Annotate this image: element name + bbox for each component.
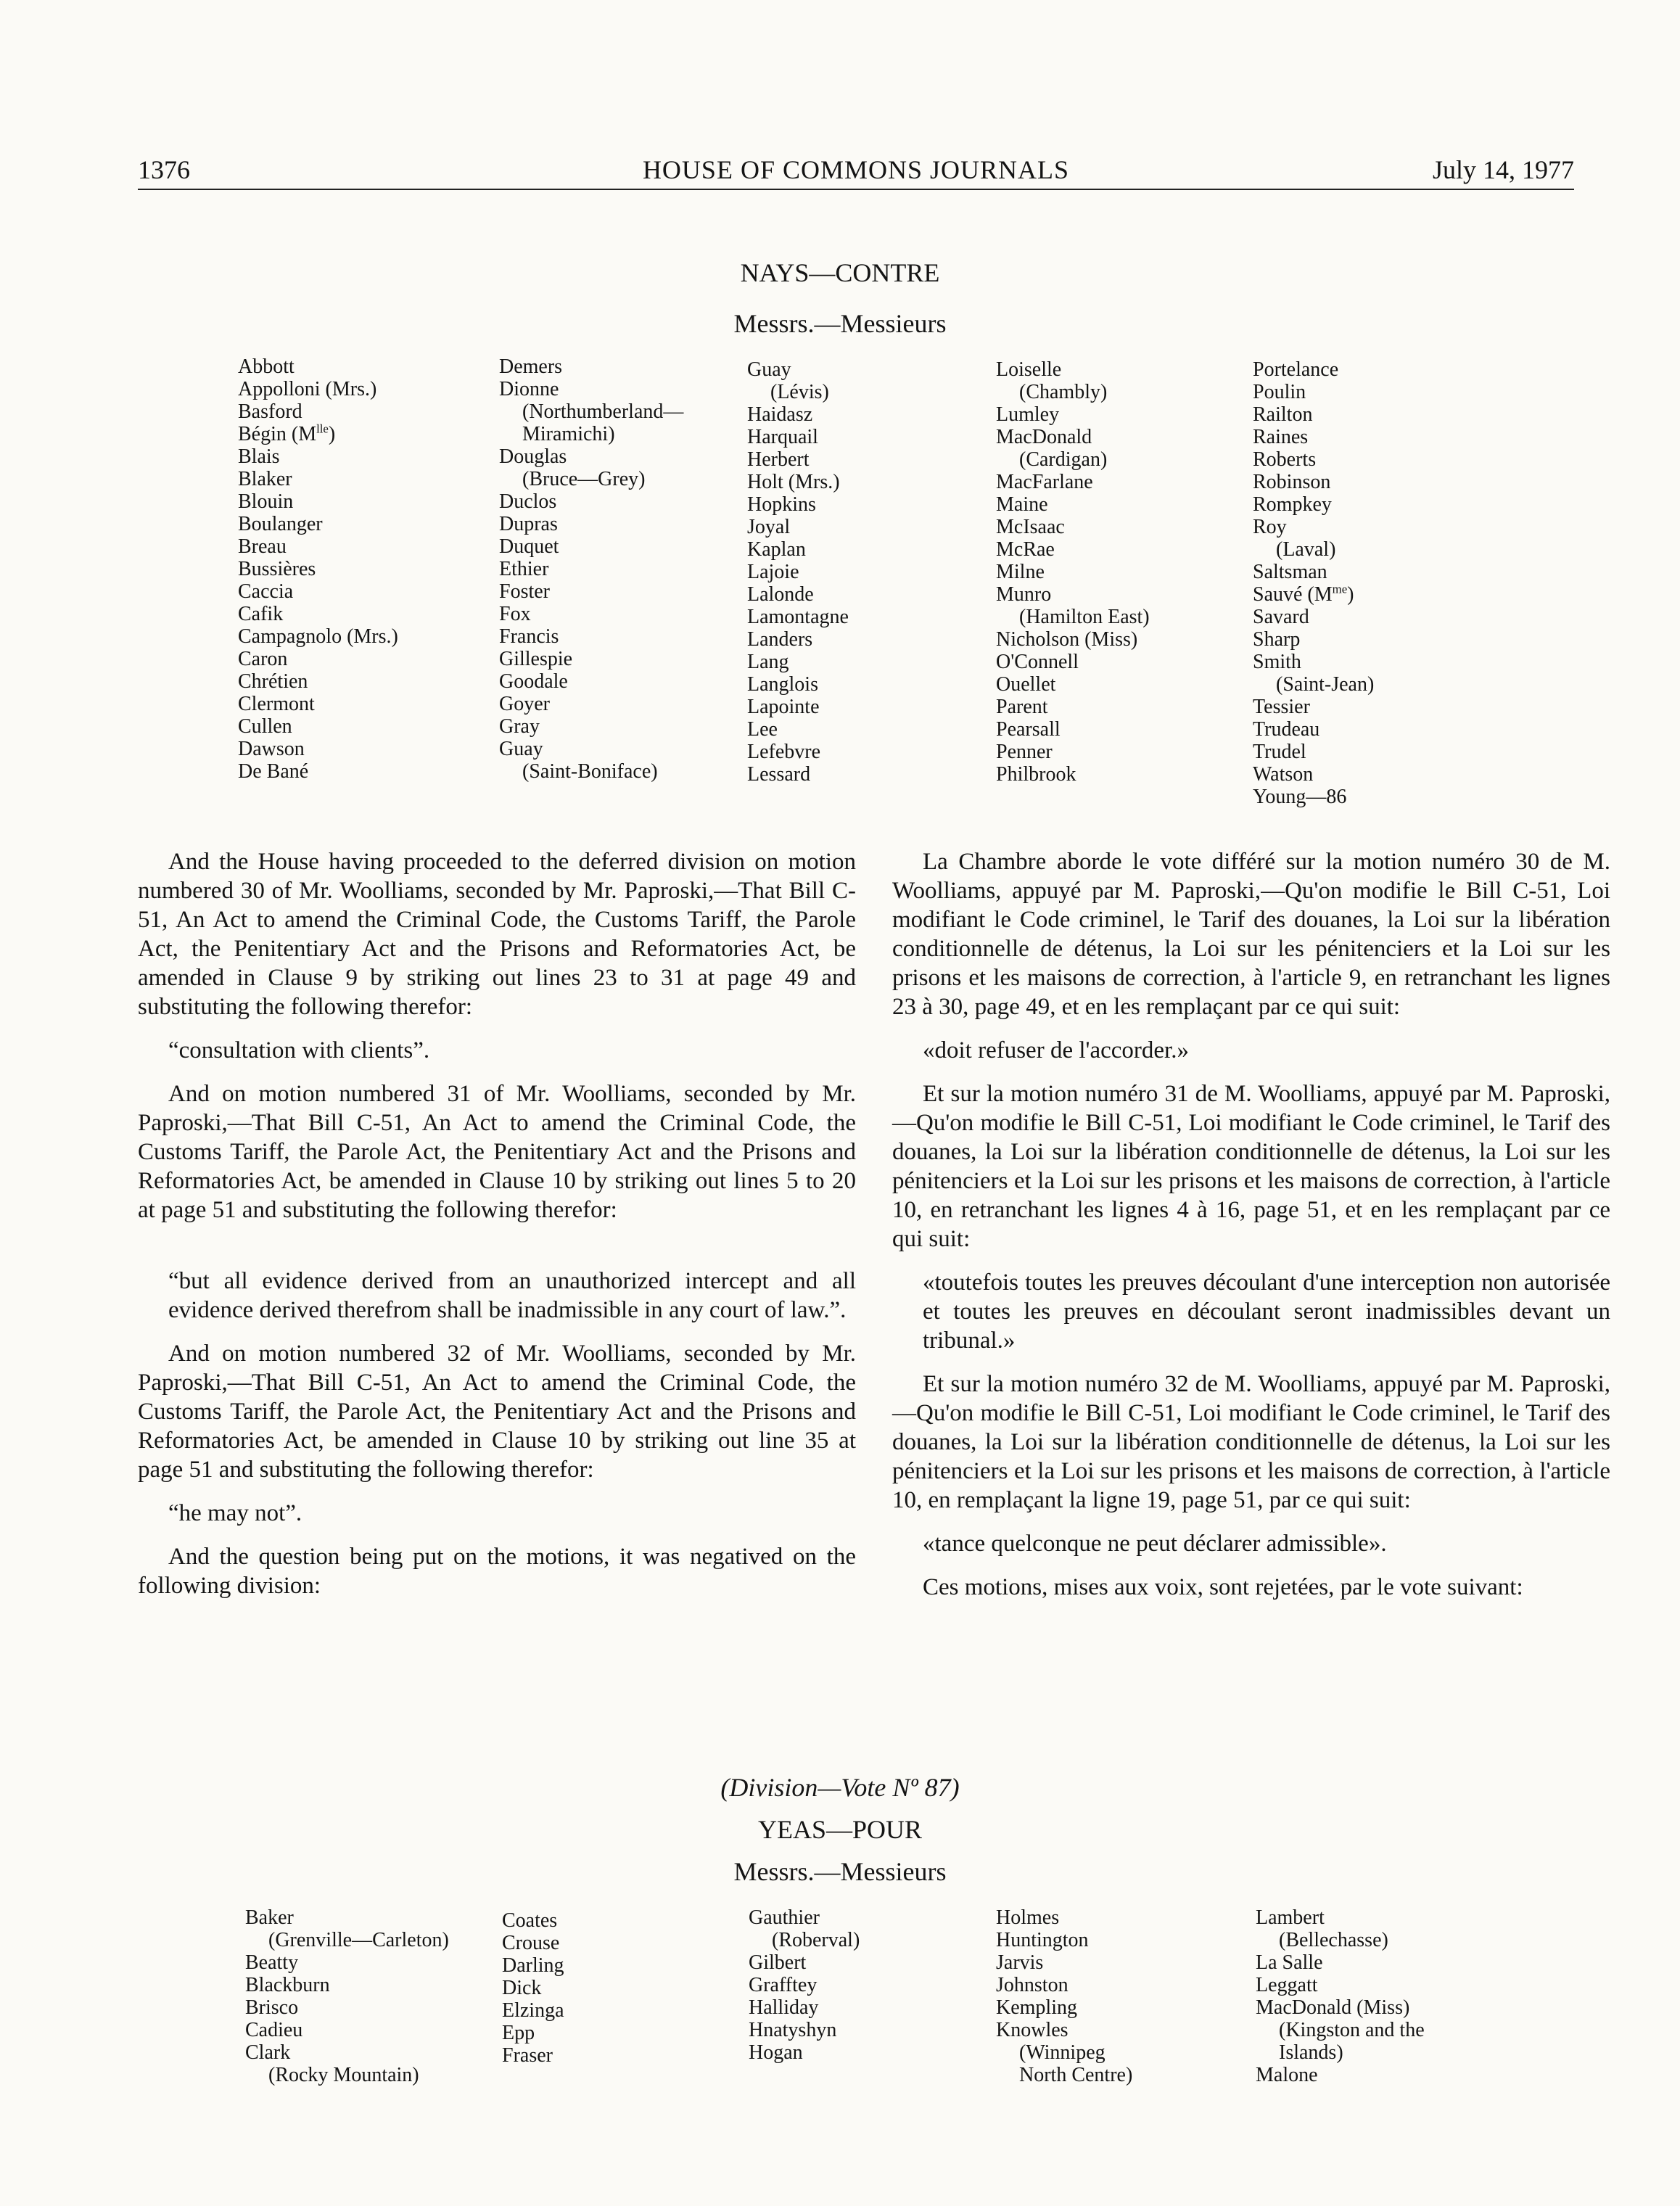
english-paragraph: And on motion numbered 31 of Mr. Woolliams, seconded by Mr. Paproski,—That Bill C-51, An Act to amend the Criminal Code, the Customs Tariff, the Parole Act, the Penitentiary Act and the Prisons and Reformatories Act, be amended in Clause 10 by striking out lines 5 to 20 at page 51 and substituting the following therefor: bbox=[138, 1081, 856, 1223]
yeas-subheading: Messrs.—Messieurs bbox=[733, 1857, 947, 1886]
member-name: Francis bbox=[499, 625, 559, 648]
member-name: Huntington bbox=[996, 1929, 1089, 1951]
member-name: Hnatyshyn bbox=[749, 2019, 837, 2041]
nays-heading: NAYS—CONTRE bbox=[740, 258, 940, 287]
member-name: Lambert bbox=[1256, 1906, 1325, 1929]
member-name: La Salle bbox=[1256, 1951, 1323, 1974]
member-name: Roberts bbox=[1253, 448, 1317, 471]
member-name: (Winnipeg bbox=[1019, 2041, 1105, 2064]
member-name: Abbott bbox=[238, 355, 295, 378]
division-label: (Division—Vote Nº 87) bbox=[720, 1773, 960, 1802]
member-name: Landers bbox=[747, 628, 813, 651]
english-quote: “but all evidence derived from an unauthorized intercept and all evidence derived therefrom shall be inadmissible in any court of law.”. bbox=[168, 1268, 856, 1323]
yeas-column-1 bbox=[245, 1906, 449, 2086]
member-name: (Rocky Mountain) bbox=[268, 2064, 419, 2086]
member-name: Robinson bbox=[1253, 471, 1331, 493]
member-name: Joyal bbox=[747, 516, 791, 538]
french-column bbox=[892, 847, 1610, 1602]
member-name: (Chambly) bbox=[1019, 381, 1108, 403]
member-name: Cafik bbox=[238, 603, 284, 625]
member-name: Brisco bbox=[245, 1996, 299, 2019]
member-name: Ouellet bbox=[996, 673, 1056, 696]
member-name: Elzinga bbox=[502, 1999, 564, 2022]
member-name: Blouin bbox=[238, 490, 294, 513]
member-name: Chrétien bbox=[238, 670, 308, 693]
member-name: Malone bbox=[1256, 2064, 1318, 2086]
member-name: Lee bbox=[747, 718, 778, 741]
member-name: Baker bbox=[245, 1906, 294, 1929]
member-name: (Hamilton East) bbox=[1019, 606, 1150, 628]
header-rule bbox=[138, 189, 1574, 190]
member-name: Knowles bbox=[996, 2019, 1068, 2041]
english-paragraph: And on motion numbered 32 of Mr. Woolliams, seconded by Mr. Paproski,—That Bill C-51, An Act to amend the Criminal Code, the Customs Tariff, the Parole Act, the Penitentiary Act and the Prisons and Reformatories Act, be amended in Clause 10 by striking out line 35 at page 51 and substituting the following therefor: bbox=[138, 1341, 856, 1483]
member-name: Caccia bbox=[238, 580, 294, 603]
member-name: McIsaac bbox=[996, 516, 1065, 538]
member-name: Gauthier bbox=[749, 1906, 820, 1929]
member-name: Guay bbox=[747, 358, 791, 381]
english-quote: “he may not”. bbox=[168, 1500, 302, 1526]
nays-column-2 bbox=[499, 355, 683, 783]
member-name: Hogan bbox=[749, 2041, 803, 2064]
member-name: (Roberval) bbox=[772, 1929, 860, 1951]
member-name: Dick bbox=[502, 1977, 542, 1999]
member-name: Guay bbox=[499, 738, 543, 760]
member-name: Kempling bbox=[996, 1996, 1077, 2019]
member-name: Douglas bbox=[499, 445, 567, 468]
member-name: Railton bbox=[1253, 403, 1313, 426]
english-column bbox=[138, 847, 856, 1600]
member-name: Loiselle bbox=[996, 358, 1062, 381]
nays-column-1 bbox=[238, 355, 398, 783]
member-name: De Bané bbox=[238, 760, 309, 783]
member-name: (Laval) bbox=[1276, 538, 1336, 561]
member-name: Haidasz bbox=[747, 403, 813, 426]
english-quote: “consultation with clients”. bbox=[168, 1037, 430, 1063]
member-name: Clark bbox=[245, 2041, 291, 2064]
member-name: Dionne bbox=[499, 378, 559, 400]
member-name: Nicholson (Miss) bbox=[996, 628, 1138, 651]
member-name: Cadieu bbox=[245, 2019, 303, 2041]
nays-column-5 bbox=[1253, 358, 1374, 808]
member-name: Goodale bbox=[499, 670, 568, 693]
member-name: Leggatt bbox=[1256, 1974, 1318, 1996]
member-name: Breau bbox=[238, 535, 287, 558]
french-quote: «toutefois toutes les preuves découlant d'une interception non autorisée et toutes les preuves en découlant seront inadmissibles devant un tribunal.» bbox=[923, 1269, 1610, 1354]
member-name: Penner bbox=[996, 741, 1053, 763]
yeas-column-2 bbox=[502, 1909, 564, 2067]
member-name: (Saint-Jean) bbox=[1276, 673, 1375, 696]
member-name: Beatty bbox=[245, 1951, 299, 1974]
member-name: MacDonald (Miss) bbox=[1256, 1996, 1410, 2019]
member-name: Boulanger bbox=[238, 513, 323, 535]
member-name: Lalonde bbox=[747, 583, 814, 606]
member-name: Duclos bbox=[499, 490, 557, 513]
member-name: (Kingston and the bbox=[1279, 2019, 1425, 2041]
yeas-heading: YEAS—POUR bbox=[757, 1815, 923, 1844]
member-name: Portelance bbox=[1253, 358, 1339, 381]
nays-subheading: Messrs.—Messieurs bbox=[733, 309, 947, 338]
yeas-column-4 bbox=[996, 1906, 1132, 2086]
member-name: (Saint-Boniface) bbox=[522, 760, 658, 783]
member-name: Fox bbox=[499, 603, 531, 625]
member-name: MacFarlane bbox=[996, 471, 1093, 493]
french-quote: «tance quelconque ne peut déclarer admissible». bbox=[923, 1531, 1387, 1557]
french-quote: «doit refuser de l'accorder.» bbox=[923, 1037, 1189, 1063]
member-name: Jarvis bbox=[996, 1951, 1044, 1974]
member-name: Ethier bbox=[499, 558, 549, 580]
member-name: Demers bbox=[499, 355, 563, 378]
member-name: Miramichi) bbox=[522, 423, 615, 445]
nays-column-3 bbox=[747, 358, 849, 786]
member-name: Clermont bbox=[238, 693, 315, 715]
english-paragraph: And the question being put on the motions, it was negatived on the following division: bbox=[138, 1544, 856, 1599]
yeas-column-3 bbox=[749, 1906, 860, 2064]
member-name: Maine bbox=[996, 493, 1048, 516]
member-name: Halliday bbox=[749, 1996, 819, 2019]
member-name: Bégin $(M^{lle})$ bbox=[238, 421, 336, 445]
member-name: McRae bbox=[996, 538, 1055, 561]
member-name: Harquail bbox=[747, 426, 818, 448]
page-header bbox=[138, 154, 1574, 186]
member-name: Darling bbox=[502, 1954, 564, 1977]
member-name: Rompkey bbox=[1253, 493, 1332, 516]
french-paragraph: Et sur la motion numéro 31 de M. Woolliams, appuyé par M. Paproski,—Qu'on modifie le Bill C-51, Loi modifiant le Code criminel, le Tarif des douanes, la Loi sur la libération conditionnelle de détenus, la Loi sur les pénitenciers et la Loi sur les prisons et les maisons de correction, à l'article 10, en retranchant les lignes 4 à 16, page 51, et en les remplaçant par ce qui suit: bbox=[892, 1081, 1610, 1252]
member-name: Lumley bbox=[996, 403, 1060, 426]
member-name: Trudel bbox=[1253, 741, 1306, 763]
member-name: Crouse bbox=[502, 1932, 560, 1954]
member-name: Roy bbox=[1253, 516, 1287, 538]
member-name: Dupras bbox=[499, 513, 558, 535]
member-name: Munro bbox=[996, 583, 1052, 606]
member-name: Tessier bbox=[1253, 696, 1310, 718]
member-name: Savard bbox=[1253, 606, 1309, 628]
member-name: Kaplan bbox=[747, 538, 806, 561]
member-name: Sharp bbox=[1253, 628, 1301, 651]
member-name: Gillespie bbox=[499, 648, 573, 670]
english-paragraph: And the House having proceeded to the deferred division on motion numbered 30 of Mr. Woolliams, seconded by Mr. Paproski,—That Bill C-51, An Act to amend the Criminal Code, the Customs Tariff, the Parole Act, the Penitentiary Act and the Prisons and Reformatories Act, be amended in Clause 9 by striking out lines 23 to 31 at page 49 and substituting the following therefor: bbox=[138, 849, 856, 1020]
member-name: Smith bbox=[1253, 651, 1301, 673]
member-name: Johnston bbox=[996, 1974, 1068, 1996]
member-name: Poulin bbox=[1253, 381, 1306, 403]
member-name: Basford bbox=[238, 400, 302, 423]
member-name: Dawson bbox=[238, 738, 305, 760]
member-name: Campagnolo (Mrs.) bbox=[238, 625, 398, 648]
member-name: (Cardigan) bbox=[1019, 448, 1108, 471]
member-name: Lessard bbox=[747, 763, 811, 786]
member-name: MacDonald bbox=[996, 426, 1092, 448]
member-name: Blaker bbox=[238, 468, 292, 490]
yeas-column-5 bbox=[1256, 1906, 1425, 2086]
member-name: Lapointe bbox=[747, 696, 820, 718]
member-name: Fraser bbox=[502, 2044, 553, 2067]
member-name: Bussières bbox=[238, 558, 316, 580]
member-name: Blackburn bbox=[245, 1974, 330, 1996]
member-name: (Grenville—Carleton) bbox=[268, 1929, 449, 1951]
journal-date: July 14, 1977 bbox=[1432, 155, 1574, 184]
nays-column-4 bbox=[996, 358, 1150, 786]
member-name: (Bellechasse) bbox=[1279, 1929, 1388, 1951]
french-paragraph: Ces motions, mises aux voix, sont rejetées, par le vote suivant: bbox=[923, 1574, 1523, 1600]
member-name: Herbert bbox=[747, 448, 810, 471]
member-name: Appolloni (Mrs.) bbox=[238, 378, 377, 400]
member-name: Pearsall bbox=[996, 718, 1061, 741]
member-name: Langlois bbox=[747, 673, 818, 696]
member-name: Saltsman bbox=[1253, 561, 1327, 583]
member-name: Coates bbox=[502, 1909, 558, 1932]
member-name: Foster bbox=[499, 580, 550, 603]
member-name: Gilbert bbox=[749, 1951, 807, 1974]
member-name: Hopkins bbox=[747, 493, 816, 516]
member-name: Watson bbox=[1253, 763, 1314, 786]
member-name: Goyer bbox=[499, 693, 550, 715]
member-name: (Northumberland— bbox=[522, 400, 684, 423]
member-name: Trudeau bbox=[1253, 718, 1320, 741]
member-name: Holt (Mrs.) bbox=[747, 471, 840, 493]
member-name: Lamontagne bbox=[747, 606, 849, 628]
member-name: Holmes bbox=[996, 1906, 1060, 1929]
member-name: Epp bbox=[502, 2022, 535, 2044]
member-name: Grafftey bbox=[749, 1974, 818, 1996]
member-name: Lang bbox=[747, 651, 789, 673]
member-name: Raines bbox=[1253, 426, 1309, 448]
member-name: Blais bbox=[238, 445, 280, 468]
page-number: 1376 bbox=[138, 155, 190, 184]
french-paragraph: La Chambre aborde le vote différé sur la motion numéro 30 de M. Woolliams, appuyé par M. Paproski,—Qu'on modifie le Bill C-51, Loi modifiant le Code criminel, le Tarif des douanes, la Loi sur la libération conditionnelle de détenus, la Loi sur les pénitenciers et la Loi sur les prisons et les maisons de correction, à l'article 9, en retranchant les lignes 23 à 30, page 49, et en les remplaçant par ce qui suit: bbox=[892, 849, 1610, 1020]
member-name: Philbrook bbox=[996, 763, 1076, 786]
member-name: Lefebvre bbox=[747, 741, 821, 763]
member-name: Cullen bbox=[238, 715, 292, 738]
french-paragraph: Et sur la motion numéro 32 de M. Woolliams, appuyé par M. Paproski,—Qu'on modifie le Bill C-51, Loi modifiant le Code criminel, le Tarif des douanes, la Loi sur la libération conditionnelle de détenus, la Loi sur les pénitenciers et la Loi sur les prisons et les maisons de correction, à l'article 10, en remplaçant la ligne 19, page 51, par ce qui suit: bbox=[892, 1371, 1610, 1513]
member-name: Caron bbox=[238, 648, 288, 670]
member-name: Duquet bbox=[499, 535, 559, 558]
journal-title: HOUSE OF COMMONS JOURNALS bbox=[642, 155, 1070, 184]
member-name: Islands) bbox=[1279, 2041, 1343, 2064]
member-name: (Lévis) bbox=[770, 381, 829, 403]
member-name: Parent bbox=[996, 696, 1048, 718]
member-name: Milne bbox=[996, 561, 1045, 583]
member-name: Gray bbox=[499, 715, 540, 738]
member-name: Lajoie bbox=[747, 561, 799, 583]
member-name: North Centre) bbox=[1019, 2064, 1133, 2086]
member-name: Young—86 bbox=[1253, 786, 1347, 808]
member-name: (Bruce—Grey) bbox=[522, 468, 646, 490]
member-name: O'Connell bbox=[996, 651, 1079, 673]
member-name: Sauvé $(M^{me})$ bbox=[1253, 582, 1354, 606]
